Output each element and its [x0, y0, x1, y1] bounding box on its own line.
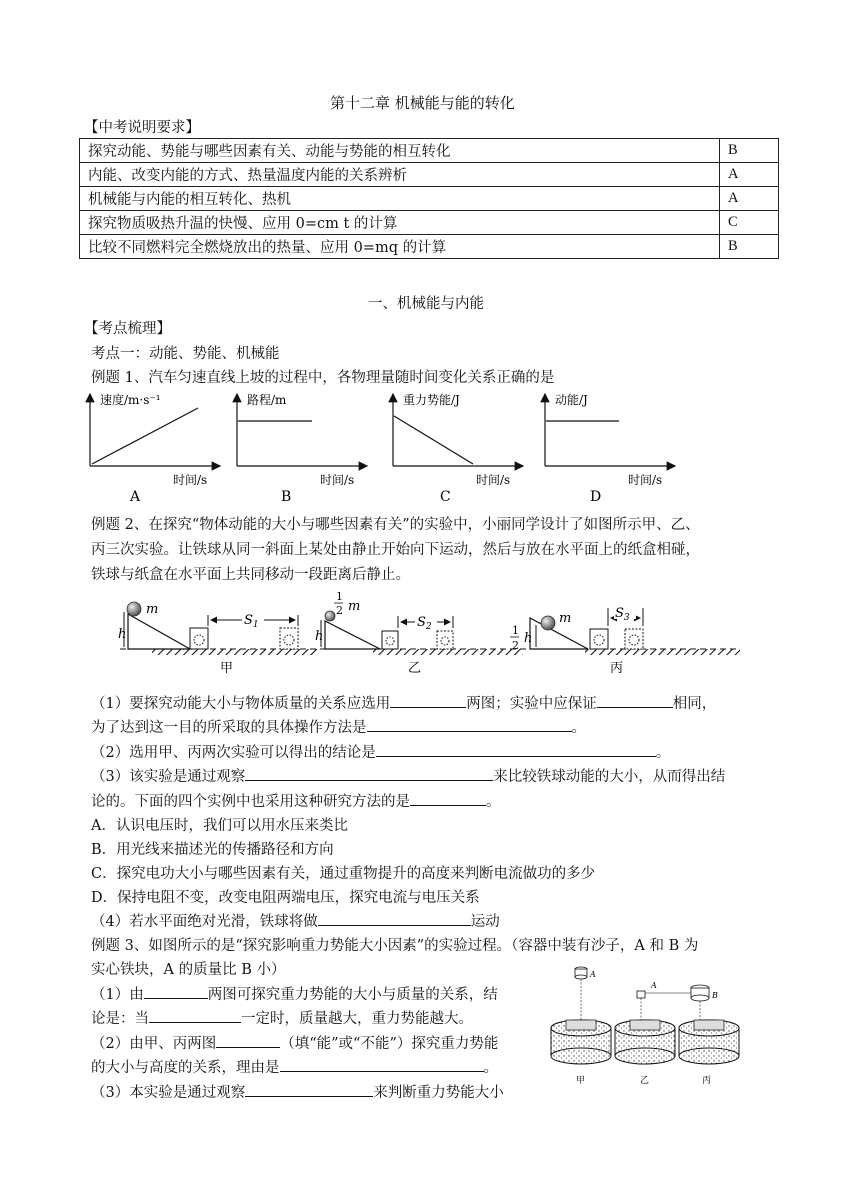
setup-label-jia: 甲 [220, 661, 234, 676]
requirement-item: 探究物质吸热升温的快慢、应用 0=cm t 的计算 [80, 211, 720, 235]
answer-blank[interactable] [149, 1008, 241, 1023]
block-a-label: A [590, 970, 596, 979]
answer-blank[interactable] [597, 693, 673, 708]
graph-d [545, 392, 675, 505]
table-row [80, 187, 779, 211]
table-row [80, 163, 779, 187]
container-yi [615, 1020, 675, 1086]
graph-b-letter: B [281, 489, 292, 505]
ex3-question-2-cont: 的大小与高度的关系，理由是 。 [91, 1056, 498, 1077]
graph-c-letter: C [440, 489, 451, 505]
block-a-jia [575, 967, 596, 1022]
answer-blank[interactable] [144, 984, 208, 999]
container-label-bing: 丙 [702, 1076, 712, 1086]
option-d: D．保持电阻不变，改变电阻两端电压，探究电流与电压关系 [91, 890, 480, 906]
container-bing [679, 1020, 739, 1086]
table-row [80, 211, 779, 235]
height-label: h [315, 629, 324, 644]
block-b-label: B [712, 991, 718, 1000]
graph-b-xlabel: 时间/s [320, 473, 355, 487]
setup-bing [510, 606, 643, 676]
setup-jia [118, 602, 298, 676]
blocks-yi [637, 981, 718, 1022]
example-2-line-3: 铁球与纸盒在水平面上共同移动一段距离后静止。 [91, 567, 410, 583]
review-heading: 【考点梳理】 [84, 321, 171, 337]
container-jia [551, 1020, 611, 1086]
graph-b [237, 393, 367, 505]
half-numerator: 1 [336, 592, 343, 603]
requirements-table [79, 138, 779, 259]
graph-c-xlabel: 时间/s [476, 473, 511, 487]
answer-blank[interactable] [245, 1082, 373, 1097]
graph-a-ylabel: 速度/m·s⁻¹ [100, 393, 161, 407]
ex2-question-2: （2）选用甲、丙两次实验可以得出的结论是 。 [91, 741, 670, 762]
answer-blank[interactable] [367, 717, 572, 732]
setup-label-bing: 丙 [610, 661, 624, 676]
half-denominator: 2 [512, 639, 519, 652]
requirements-heading: 【中考说明要求】 [84, 120, 200, 136]
requirement-level: C [720, 211, 779, 235]
example-1-graphs [80, 388, 720, 508]
ex3-question-3: （3）本实验是通过观察 来判断重力势能大小 [91, 1081, 504, 1102]
distance-label-3: $S_3$ [615, 606, 630, 623]
graph-a-letter: A [130, 489, 141, 505]
graph-c-ylabel: 重力势能/J [403, 393, 460, 407]
container-label-yi: 乙 [640, 1076, 650, 1086]
mass-label: m [348, 599, 361, 614]
ex2-question-3: （3）该实验是通过观察 来比较铁球动能的大小，从而得出结 [91, 765, 725, 786]
answer-blank[interactable] [390, 693, 466, 708]
ex2-question-1: （1）要探究动能大小与物体质量的关系应选用 两图；实验中应保证 相同， [91, 692, 716, 713]
container-label-jia: 甲 [576, 1076, 586, 1086]
ex2-question-3-cont: 论的。下面的四个实例中也采用这种研究方法的是 。 [91, 790, 501, 811]
ex3-question-1-cont: 论是：当 一定时，质量越大，重力势能越大。 [91, 1007, 473, 1028]
option-a: A．认识电压时，我们可以用水压来类比 [91, 818, 348, 834]
mass-label: m [146, 602, 159, 617]
option-b: B．用光线来描述光的传播路径和方向 [91, 842, 334, 858]
requirement-item: 比较不同燃料完全燃烧放出的热量、应用 0=mq 的计算 [80, 235, 720, 259]
distance-label-2: $S_2$ [417, 615, 432, 632]
ex3-question-2: （2）由甲、丙两图 （填“能”或“不能”）探究重力势能 [91, 1032, 498, 1053]
ex2-question-4: （4）若水平面绝对光滑，铁球将做 运动 [91, 910, 500, 931]
requirement-item: 内能、改变内能的方式、热量温度内能的关系辨析 [80, 163, 720, 187]
graph-a [90, 392, 220, 505]
answer-blank[interactable] [245, 766, 493, 781]
example-2-figure [110, 592, 745, 678]
half-numerator: 1 [512, 624, 519, 637]
example-3-figure [548, 960, 758, 1090]
answer-blank[interactable] [318, 911, 471, 926]
ex3-question-1: （1）由 两图可探究重力势能的大小与质量的关系，结 [91, 983, 498, 1004]
option-c: C．探究电功大小与哪些因素有关，通过重物提升的高度来判断电流做功的多少 [91, 866, 596, 882]
table-row [80, 235, 779, 259]
requirement-item: 探究动能、势能与哪些因素有关、动能与势能的相互转化 [80, 139, 720, 163]
ex2-question-1-cont: 为了达到这一目的所采取的具体操作方法是 。 [91, 716, 586, 737]
height-label: h [118, 627, 127, 642]
point-1-heading: 考点一：动能、势能、机械能 [91, 346, 280, 362]
graph-c [393, 392, 523, 505]
setup-yi [315, 592, 453, 676]
answer-blank[interactable] [216, 1033, 280, 1048]
half-denominator: 2 [336, 604, 343, 617]
example-3-line-1: 例题 3、如图所示的是“探究影响重力势能大小因素”的实验过程。（容器中装有沙子，A 和 B 为 [91, 938, 699, 954]
answer-blank[interactable] [410, 791, 486, 806]
mass-label: m [559, 611, 572, 626]
graph-b-ylabel: 路程/m [247, 393, 287, 407]
requirement-level: A [720, 163, 779, 187]
graph-d-xlabel: 时间/s [628, 473, 663, 487]
table-row [80, 139, 779, 163]
example-2-line-1: 例题 2、在探究“物体动能的大小与哪些因素有关”的实验中，小丽同学设计了如图所示甲、乙、 [91, 517, 700, 533]
section-title: 一、机械能与内能 [368, 296, 484, 312]
chapter-title: 第十二章 机械能与能的转化 [330, 94, 515, 112]
answer-blank[interactable] [280, 1057, 484, 1072]
block-a-label: A [651, 981, 657, 990]
distance-label-1: $S_1$ [244, 613, 259, 630]
graph-a-xlabel: 时间/s [173, 473, 208, 487]
setup-label-yi: 乙 [408, 661, 422, 676]
requirement-level: B [720, 235, 779, 259]
requirement-level: A [720, 187, 779, 211]
requirement-item: 机械能与内能的相互转化、热机 [80, 187, 720, 211]
height-label: h [524, 631, 533, 646]
requirement-level: B [720, 139, 779, 163]
example-3-line-2: 实心铁块，A 的质量比 B 小） [91, 962, 286, 978]
answer-blank[interactable] [376, 742, 656, 757]
graph-d-ylabel: 动能/J [555, 393, 588, 407]
graph-d-letter: D [590, 489, 602, 505]
example-2-line-2: 丙三次实验。让铁球从同一斜面上某处由静止开始向下运动，然后与放在水平面上的纸盒相碰， [91, 542, 700, 558]
example-1-question: 例题 1、汽车匀速直线上坡的过程中，各物理量随时间变化关系正确的是 [91, 370, 555, 386]
